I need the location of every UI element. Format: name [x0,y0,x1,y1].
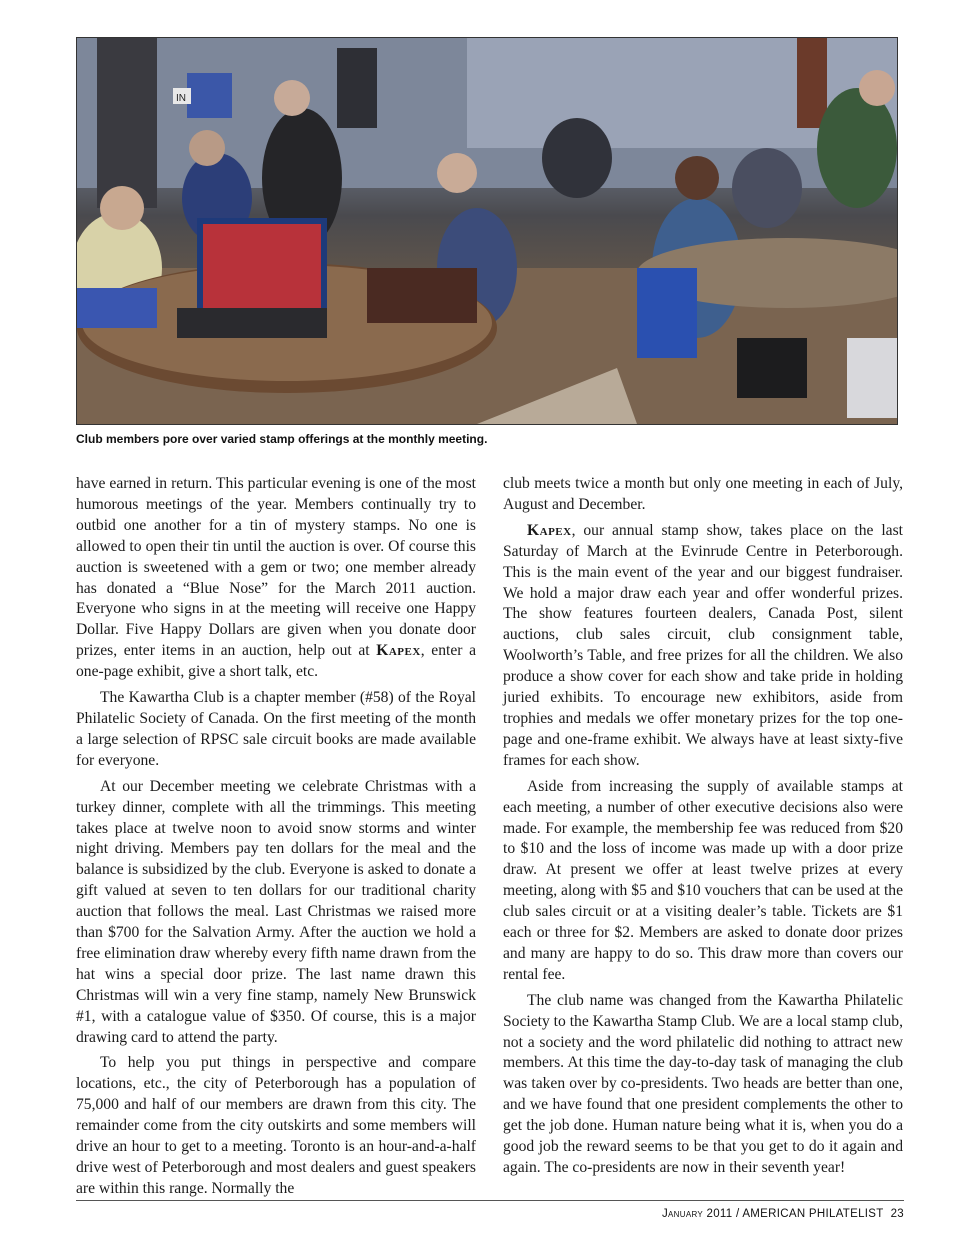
paragraph: The Kawartha Club is a chapter member (#58) of the Royal Philatelic Society of Canada. On the first meeting of the month a large selection of RPSC sale circuit books are made available for everyone. [76,689,476,769]
meeting-photo [76,37,898,425]
paragraph: At our December meeting we celebrate Christmas with a turkey dinner, complete with all the trimmings. This meeting takes place at twelve noon to avoid snow storms and winter night driving. Members pay ten dollars for the meal and the balance is subsidized by the club. Everyone is asked to donate a gift valued at seven to ten dollars for our traditional charity auction that follows the meal. Last Christmas we raised more than $700 for the Salvation Army. After the auction we hold a free elimination draw whereby every fifth name drawn from the hat wins a special door prize. The last name drawn this Christmas will win a very fine stamp, namely New Brunswick #1, with a catalogue value of $350. Of course, this is a major drawing card to attend the party. [76,777,476,1046]
footer-separator: / [732,1208,743,1220]
paragraph: Kapex, our annual stamp show, takes place on the last Saturday of March at the Evinrude Centre in Peterborough. This is the main event of the year and our biggest fundraiser. We hold a major draw each year and offer wonderful prizes. The show features fourteen dealers, Canada Post, silent auctions, club sales circuit, club consignment table, Woolworth’s Table, and free prizes for all the children. We also produce a show cover for each show and take pride in holding juried exhibits. To encourage new exhibitors, aside from trophies and medals we offer monetary prizes for the top one-page and one-frame exhibit. We always have at least sixty-five frames for each show. [503,521,903,769]
article-right-column [503,474,903,1184]
page-number: 23 [890,1208,904,1220]
footer-rule [76,1200,904,1201]
page-footer [662,1208,904,1220]
paragraph: club meets twice a month but only one meeting in each of July, August and December. [503,475,903,513]
footer-month: January 2011 [661,1208,733,1220]
show-name: Kapex [376,642,421,660]
sign-text: IN [176,93,186,104]
paragraph: The club name was changed from the Kawartha Philatelic Society to the Kawartha Stamp Club. We are a local stamp club, not a society and the word philatelic did nothing to attract new members. At this time the day-to-day task of managing the club was taken over by co-presidents. Two heads are better than one, and we have found that one president complements the other to get the job done. Human nature being what it is, when you do a good job the reward seems to be that you get to do it again and again. The co-presidents are now in their seventh year! [503,991,903,1176]
paragraph: have earned in return. This particular evening is one of the most humorous meetings of the year. Members continually try to outbid one another for a tin of mystery stamps. No one is allowed to open their tin until the auction is over. Of course this auction is sweetened with a gem or two; one member already has donated a “Blue Nose” for the March 2011 auction. Everyone who signs in at the meeting will receive one Happy Dollar. Five Happy Dollars are given when you donate door prizes, enter items in an auction, help out at Kapex, enter a one-page exhibit, give a short talk, etc. [76,475,476,681]
paragraph: To help you put things in perspective and compare locations, etc., the city of Peterborough has a population of 75,000 and half of our members are drawn from this city. The remainder come from the city outskirts and some members will drive an hour to get to a meeting. Toronto is an hour-and-a-half drive west of Peterborough and most dealers and guest speakers are within this range. Normally the [76,1054,476,1197]
paragraph: Aside from increasing the supply of available stamps at each meeting, a number of other executive decisions also were made. For example, the membership fee was reduced from $20 to $10 and the loss of income was made up with a door prize draw. At present we offer at least twelve prizes at every meeting, along with $5 and $10 vouchers that can be used at the club sales circuit or at a visiting dealer’s table. Tickets are $1 each or three for $2. Members are asked to donate door prizes and many are happy to do so. This draw more than covers our rental fee. [503,777,903,983]
footer-publication: AMERICAN PHILATELIST [742,1208,884,1220]
photo-caption: Club members pore over varied stamp offerings at the monthly meeting. [76,432,488,446]
meeting-photo-illustration [77,38,897,424]
show-name: Kapex [527,521,572,539]
article-left-column [76,474,476,1205]
